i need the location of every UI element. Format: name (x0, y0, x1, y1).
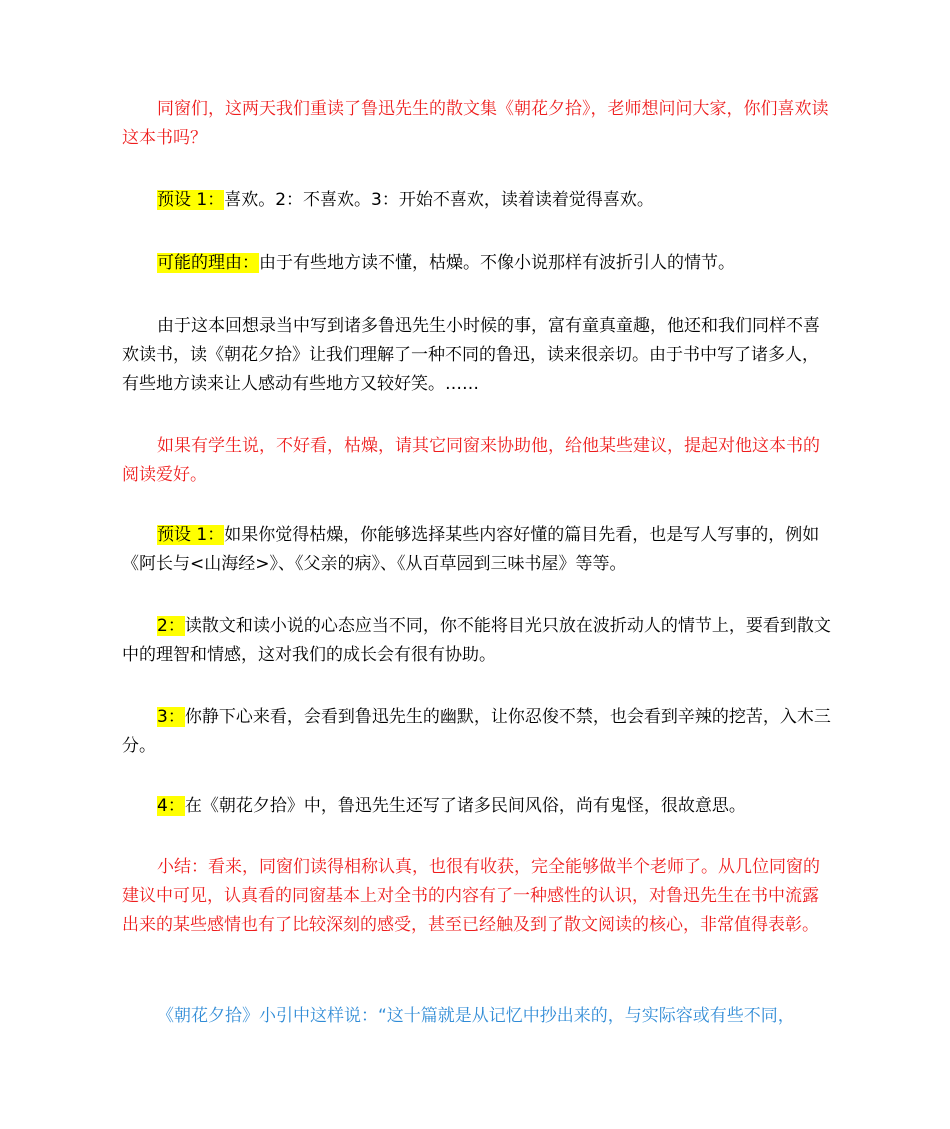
suggestion-1 (122, 521, 834, 579)
possible-reasons (122, 249, 834, 278)
highlight-label: 可能的理由： (157, 253, 259, 273)
highlight-label: 2： (157, 616, 185, 636)
paragraph-text: 同窗们，这两天我们重读了鲁迅先生的散文集《朝花夕拾》，老师想问问大家，你们喜欢读这本书吗？ (122, 99, 829, 148)
highlight-label: 4： (157, 796, 185, 816)
paragraph-text: 小结：看来，同窗们读得相称认真，也很有收获，完全能够做半个老师了。从几位同窗的建议中可见，认真看的同窗基本上对全书的内容有了一种感性的认识，对鲁迅先生在书中流露出来的某些感情也有了比较深刻的感受，甚至已经触及到了散文阅读的核心，非常值得表彰。 (122, 857, 820, 935)
suggestion-3 (122, 703, 834, 761)
reader-reflection (122, 312, 834, 399)
intro-question (122, 95, 834, 153)
paragraph-text: 《朝花夕拾》小引中这样说：“这十篇就是从记忆中抄出来的，与实际容或有些不同， (157, 1006, 795, 1026)
suggestion-2 (122, 612, 834, 670)
paragraph-text: 由于这本回想录当中写到诸多鲁迅先生小时候的事，富有童真童趣，他还和我们同样不喜欢读书，读《朝花夕拾》让我们理解了一种不同的鲁迅，读来很亲切。由于书中写了诸多人，有些地方读来让人感动有些地方又较好笑。…… (122, 316, 820, 394)
highlight-label: 预设 1： (157, 190, 225, 210)
paragraph-text: 在《朝花夕拾》中，鲁迅先生还写了诸多民间风俗，尚有鬼怪，很故意思。 (184, 796, 746, 816)
paragraph-text: 喜欢。2：不喜欢。3：开始不喜欢，读着读着觉得喜欢。 (224, 190, 654, 210)
paragraph-text: 你静下心来看，会看到鲁迅先生的幽默，让你忍俊不禁，也会看到辛辣的挖苦，入木三分。 (122, 707, 831, 756)
paragraph-text: 读散文和读小说的心态应当不同，你不能将目光只放在波折动人的情节上，要看到散文中的理智和情感，这对我们的成长会有很有协助。 (122, 616, 831, 665)
paragraph-text: 如果你觉得枯燥，你能够选择某些内容好懂的篇目先看，也是写人写事的，例如《阿长与<山海经>》、《父亲的病》、《从百草园到三味书屋》等等。 (122, 525, 820, 574)
summary (122, 853, 834, 940)
highlight-label: 预设 1： (157, 525, 225, 545)
preset-answers (122, 186, 834, 215)
paragraph-text: 由于有些地方读不懂，枯燥。不像小说那样有波折引人的情节。 (259, 253, 735, 273)
suggestion-4 (122, 792, 834, 821)
book-quote (122, 1002, 834, 1031)
highlight-label: 3： (157, 707, 185, 727)
teacher-instruction (122, 432, 834, 490)
paragraph-text: 如果有学生说，不好看，枯燥，请其它同窗来协助他，给他某些建议，提起对他这本书的阅读爱好。 (122, 436, 820, 485)
